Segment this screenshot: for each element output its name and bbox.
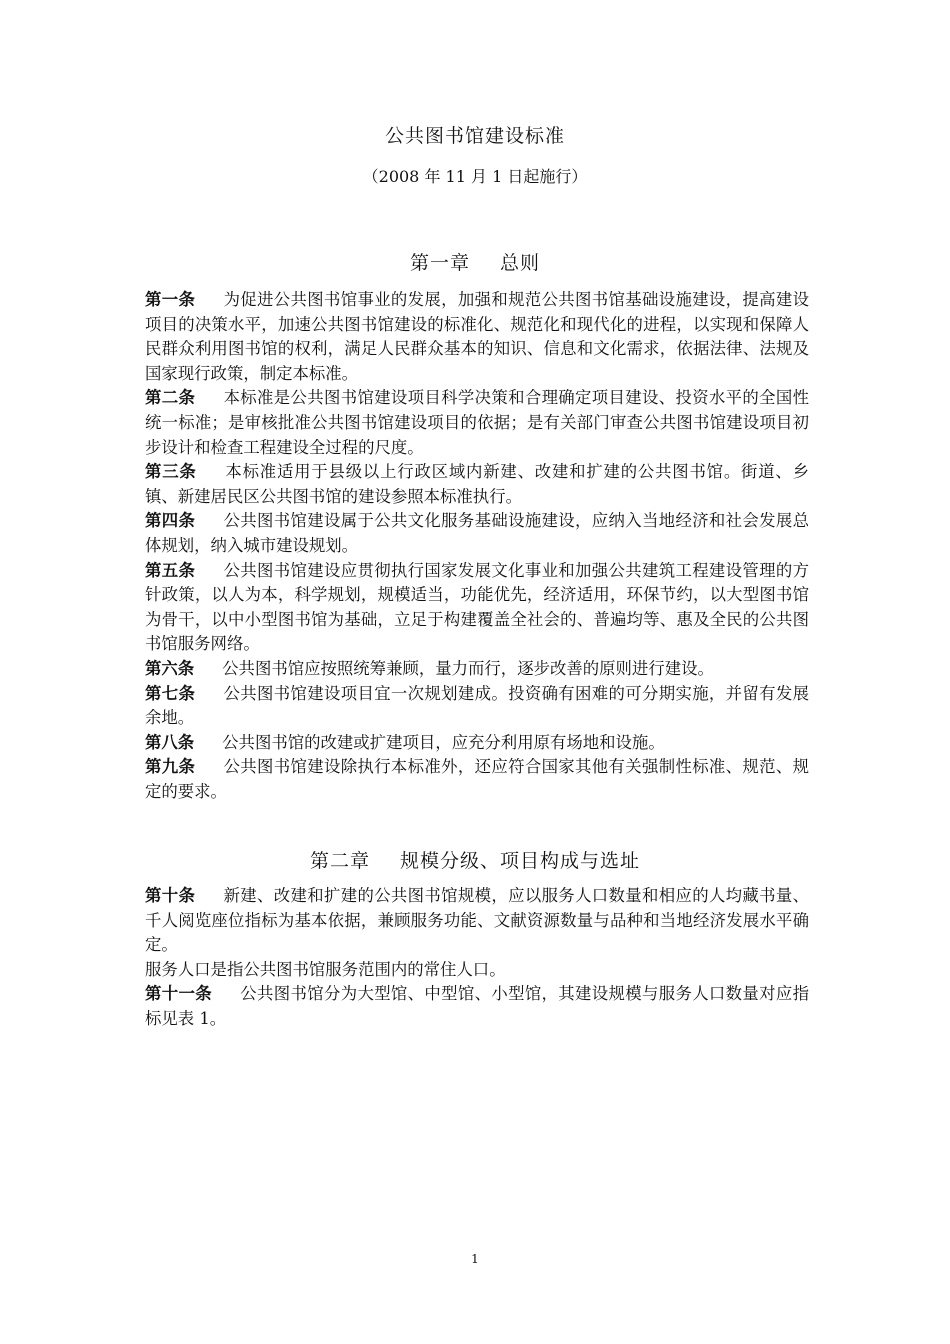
document-title: 公共图书馆建设标准 (384, 125, 565, 147)
article-7 (145, 682, 809, 731)
article-text: 新建、改建和扩建的公共图书馆规模，应以服务人口数量和相应的人均藏书量、千人阅览座位指标为基本依据，兼顾服务功能、文献资源数量与品种和当地经济发展水平确定。 (145, 886, 810, 955)
chapter-name: 总则 (500, 252, 541, 274)
chapter-number: 第一章 (409, 252, 470, 274)
article-text: 本标准适用于县级以上行政区域内新建、改建和扩建的公共图书馆。街道、乡镇、新建居民区公共图书馆的建设参照本标准执行。 (145, 462, 810, 506)
article-10 (145, 884, 809, 958)
article-text: 为促进公共图书馆事业的发展，加强和规范公共图书馆基础设施建设，提高建设项目的决策水平，加速公共图书馆建设的标准化、规范化和现代化的进程，以实现和保障人民群众利用图书馆的权利，满足人民群众基本的知识、信息和文化需求，依据法律、法规及国家现行政策，制定本标准。 (145, 290, 810, 383)
article-label: 第三条 (145, 462, 197, 482)
article-3 (145, 460, 809, 509)
article-text: 公共图书馆的改建或扩建项目，应充分利用原有场地和设施。 (222, 732, 665, 752)
chapter-1-body (145, 288, 809, 804)
article-text: 公共图书馆建设应贯彻执行国家发展文化事业和加强公共建筑工程建设管理的方针政策，以人为本，科学规划，规模适当，功能优先，经济适用，环保节约，以大型图书馆为骨干，以中小型图书馆为基础，立足于构建覆盖全社会的、普遍均等、惠及全民的公共图书馆服务网络。 (145, 560, 810, 654)
article-9 (145, 755, 809, 804)
article-label: 第二条 (145, 388, 196, 408)
page-number: 1 (471, 1252, 479, 1266)
chapter-2-body (145, 884, 809, 1032)
article-label: 第九条 (145, 757, 196, 777)
article-text: 公共图书馆分为大型馆、中型馆、小型馆，其建设规模与服务人口数量对应指标见表 1。 (145, 984, 810, 1028)
article-text: 公共图书馆建设属于公共文化服务基础设施建设，应纳入当地经济和社会发展总体规划，纳入城市建设规划。 (145, 511, 810, 555)
chapter-2-heading (0, 846, 950, 873)
article-6 (145, 657, 809, 682)
article-label: 第四条 (145, 511, 196, 531)
article-text: 公共图书馆建设除执行本标准外，还应符合国家其他有关强制性标准、规范、规定的要求。 (145, 757, 810, 801)
chapter-1-heading (0, 248, 950, 275)
article-1 (145, 288, 809, 386)
article-label: 第十一条 (145, 984, 212, 1004)
article-label: 第七条 (145, 683, 196, 703)
article-label: 第六条 (145, 658, 195, 678)
article-text: 公共图书馆建设项目宜一次规划建成。投资确有困难的可分期实施，并留有发展余地。 (145, 683, 810, 728)
article-11 (145, 982, 809, 1031)
article-8 (145, 731, 809, 756)
article-4 (145, 509, 809, 558)
article-label: 第八条 (145, 732, 195, 752)
chapter-name: 规模分级、项目构成与选址 (400, 850, 641, 872)
article-label: 第一条 (145, 290, 196, 309)
article-label: 第五条 (145, 560, 196, 580)
article-2 (145, 386, 809, 460)
document-subtitle: （2008 年 11 月 1 日起施行） (362, 167, 588, 186)
article-5 (145, 559, 809, 657)
chapter-number: 第二章 (309, 850, 370, 872)
article-text: 公共图书馆应按照统筹兼顾，量力而行，逐步改善的原则进行建设。 (222, 658, 714, 678)
article-text: 本标准是公共图书馆建设项目科学决策和合理确定项目建设、投资水平的全国性统一标准；是审核批准公共图书馆建设项目的依据；是有关部门审查公共图书馆建设项目初步设计和检查工程建设全过程的尺度。 (145, 388, 810, 457)
service-population-note: 服务人口是指公共图书馆服务范围内的常住人口。 (145, 959, 506, 979)
article-label: 第十条 (145, 886, 196, 905)
